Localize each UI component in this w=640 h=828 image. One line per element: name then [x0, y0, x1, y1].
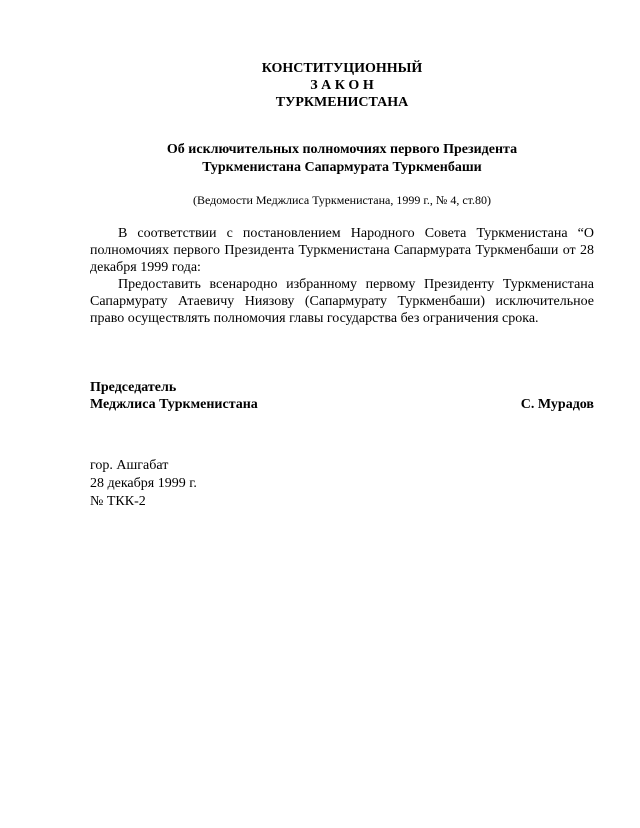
document-title — [90, 60, 594, 111]
source-note: (Ведомости Меджлиса Туркменистана, 1999 г., № 4, ст.80) — [192, 193, 491, 207]
document-body — [90, 225, 594, 327]
subtitle-line-1: Об исключительных полномочиях первого Президента — [166, 142, 518, 157]
footer-date: 28 декабря 1999 г. — [90, 476, 197, 491]
signature-name: С. Мурадов — [520, 397, 594, 412]
subtitle-line-2: Туркменистана Сапармурата Туркменбаши — [202, 160, 482, 175]
signature-block — [90, 379, 594, 413]
title-line-3: ТУРКМЕНИСТАНА — [275, 95, 409, 110]
document-footer — [90, 457, 594, 511]
document-subtitle — [90, 141, 594, 177]
signature-post-line-2: Меджлиса Туркменистана — [90, 397, 258, 412]
signature-row — [90, 396, 594, 413]
title-line-1: КОНСТИТУЦИОННЫЙ — [261, 61, 423, 76]
title-line-2: З А К О Н — [310, 78, 374, 93]
footer-city: гор. Ашгабат — [90, 458, 169, 473]
body-paragraph-2: Предоставить всенародно избранному первому Президенту Туркменистана Сапармурату Атаевичу Ниязову (Сапармурату Туркменбаши) исключительное право осуществлять полномочия главы государства без ограничения срока. — [90, 277, 594, 326]
signature-post-line-1: Председатель — [90, 380, 177, 395]
footer-number: № ТКК-2 — [90, 494, 146, 509]
body-paragraph-1: В соответствии с постановлением Народного Совета Туркменистана “О полномочиях первого Президента Туркменистана Сапармурата Туркменбаши от 28 декабря 1999 года: — [90, 226, 594, 275]
